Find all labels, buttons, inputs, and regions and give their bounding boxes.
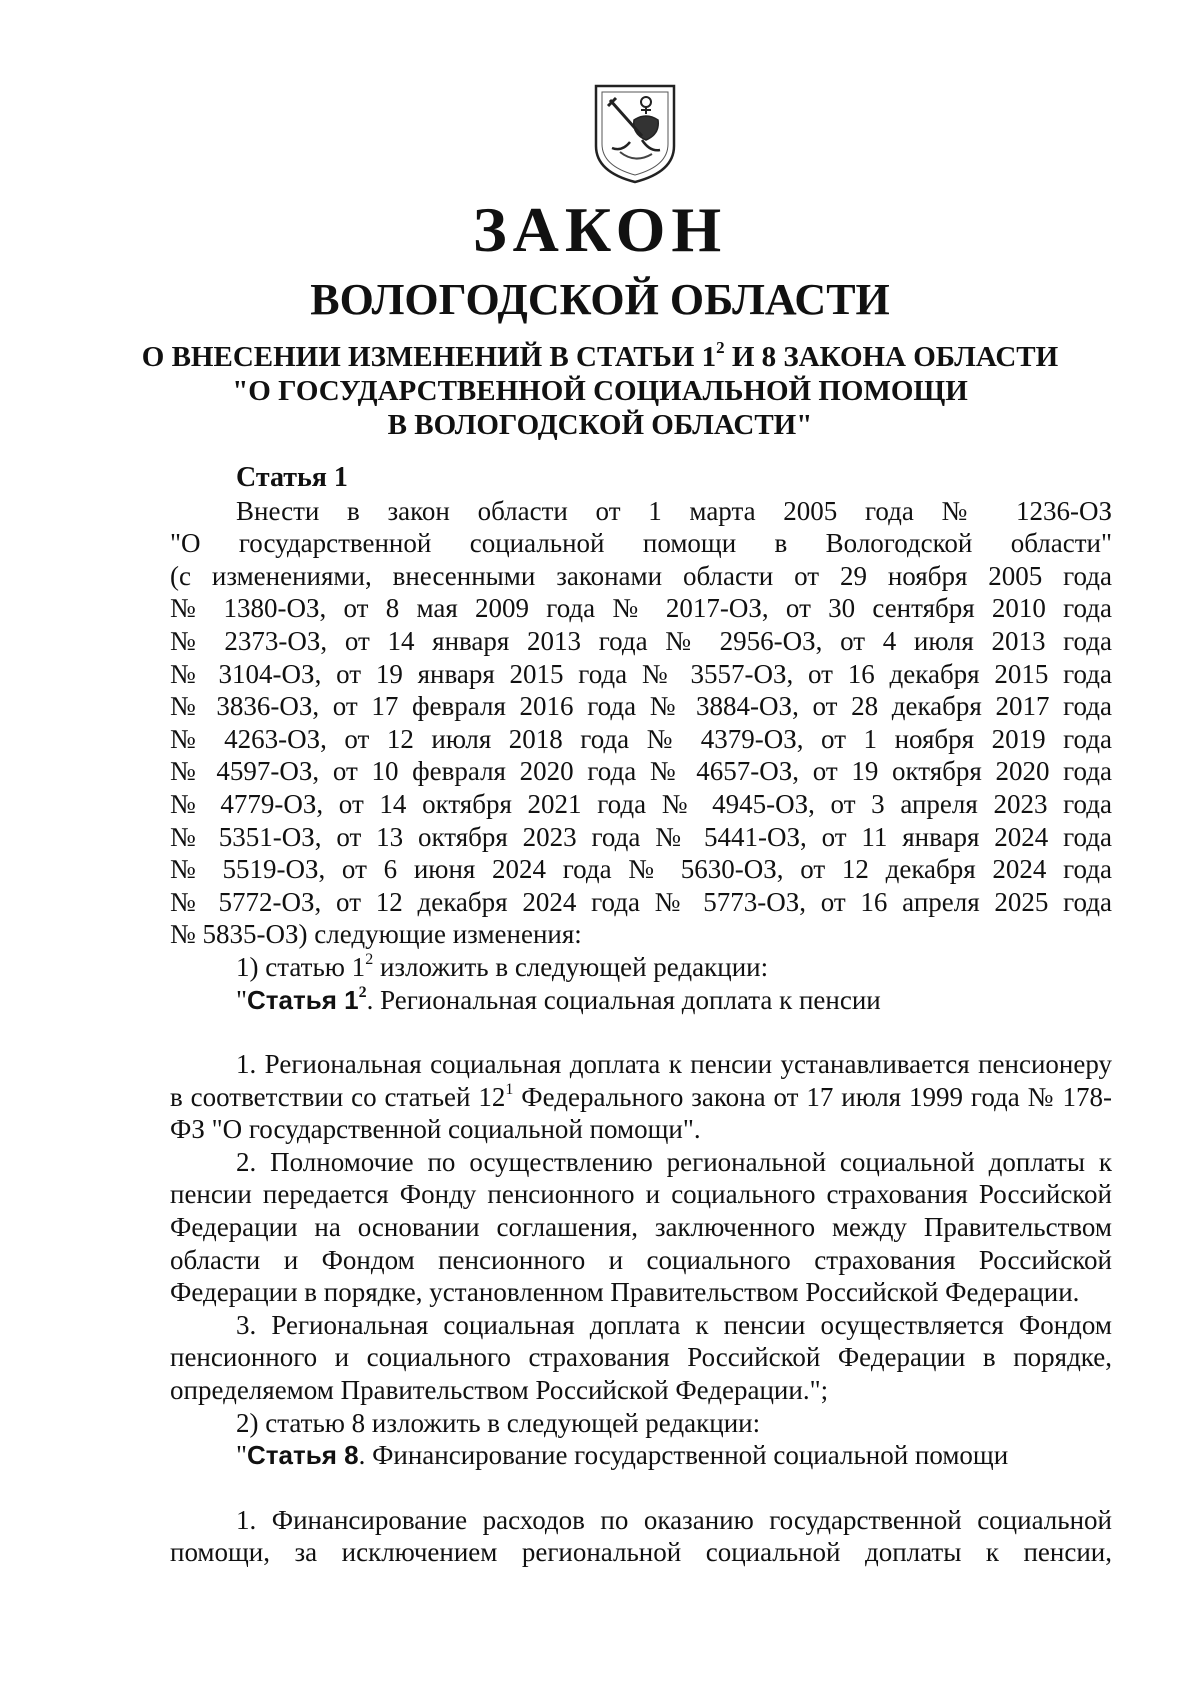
law-subject: [0, 340, 1200, 442]
subject-line-2: "О ГОСУДАРСТВЕННОЙ СОЦИАЛЬНОЙ ПОМОЩИ: [232, 375, 968, 407]
intro-line: Внести в закон области от 1 марта 2005 года № 1236-ОЗ: [236, 495, 1112, 526]
intro-line: № 1380-ОЗ, от 8 мая 2009 года № 2017-ОЗ, от 30 сентября 2010 года: [170, 593, 1112, 624]
intro-line-last: № 5835-ОЗ) следующие изменения:: [170, 919, 582, 950]
spacer: [170, 1472, 1112, 1504]
intro-line: № 5519-ОЗ, от 6 июня 2024 года № 5630-ОЗ, от 12 декабря 2024 года: [170, 854, 1112, 885]
intro-line: "О государственной социальной помощи в Вологодской области": [170, 528, 1112, 559]
subject-line-1: О ВНЕСЕНИИ ИЗМЕНЕНИЙ В СТАТЬИ $1^2$ И 8 ЗАКОНА ОБЛАСТИ: [141, 338, 1059, 373]
intro-line: № 5351-ОЗ, от 13 октября 2023 года № 5441-ОЗ, от 11 января 2024 года: [170, 821, 1112, 852]
document-body: [170, 462, 1112, 1569]
paragraph-3: 3. Региональная социальная доплата к пенсии осуществляется Фондом пенсионного и социального страхования Российской Федерации в порядке, определяемом Правительством Российской Федерации.";: [170, 1309, 1112, 1406]
paragraph-2: 2. Полномочие по осуществлению региональной социальной доплаты к пенсии передается Фонду пенсионного и социального страхования Российской Федерации на основании соглашения, заключенного между Правительством области и Фондом пенсионного и социального страхования Российской Федерации в порядке, установленном Правительством Российской Федерации.: [170, 1146, 1112, 1308]
subject-line-3: В ВОЛОГОДСКОЙ ОБЛАСТИ": [387, 409, 813, 441]
intro-line: № 5772-ОЗ, от 12 декабря 2024 года № 5773-ОЗ, от 16 апреля 2025 года: [170, 886, 1112, 917]
spacer: [170, 1016, 1112, 1048]
intro-line: № 3104-ОЗ, от 19 января 2015 года № 3557-ОЗ, от 16 декабря 2015 года: [170, 658, 1112, 689]
intro-line: № 4779-ОЗ, от 14 октября 2021 года № 4945-ОЗ, от 3 апреля 2023 года: [170, 788, 1112, 819]
coat-of-arms-icon: [590, 80, 680, 186]
intro-line: № 4263-ОЗ, от 12 июля 2018 года № 4379-ОЗ, от 1 ноября 2019 года: [170, 723, 1112, 754]
region-title: ВОЛОГОДСКОЙ ОБЛАСТИ: [310, 275, 890, 324]
item-2: 2) статью 8 изложить в следующей редакции:: [236, 1407, 761, 1438]
law-title: ЗАКОН: [472, 194, 728, 265]
intro-line: № 2373-ОЗ, от 14 января 2013 года № 2956-ОЗ, от 4 июля 2013 года: [170, 625, 1112, 656]
intro-line: (с изменениями, внесенными законами области от 29 ноября 2005 года: [170, 560, 1112, 591]
article-8-heading: "Статья 8. Финансирование государственной социальной помощи: [236, 1440, 1009, 1471]
intro-line: № 3836-ОЗ, от 17 февраля 2016 года № 3884-ОЗ, от 28 декабря 2017 года: [170, 691, 1112, 722]
article-1-2-heading: "Статья $1^2$. Региональная социальная доплата к пенсии: [236, 983, 881, 1015]
paragraph-1: 1. Региональная социальная доплата к пенсии устанавливается пенсионеру в соответствии со статьей $12^1$ Федерального закона от 17 июля 1999 года № 178-ФЗ "О государственной социальной помощи".: [170, 1049, 1112, 1145]
item-1: 1) статью $1^2$ изложить в следующей редакции:: [236, 950, 769, 982]
intro-line: № 4597-ОЗ, от 10 февраля 2020 года № 4657-ОЗ, от 19 октября 2020 года: [170, 756, 1112, 787]
article-1-heading: Статья 1: [236, 462, 348, 493]
paragraph-8-1: 1. Финансирование расходов по оказанию государственной социальной помощи, за исключением региональной социальной доплаты к пенсии,: [170, 1504, 1112, 1568]
